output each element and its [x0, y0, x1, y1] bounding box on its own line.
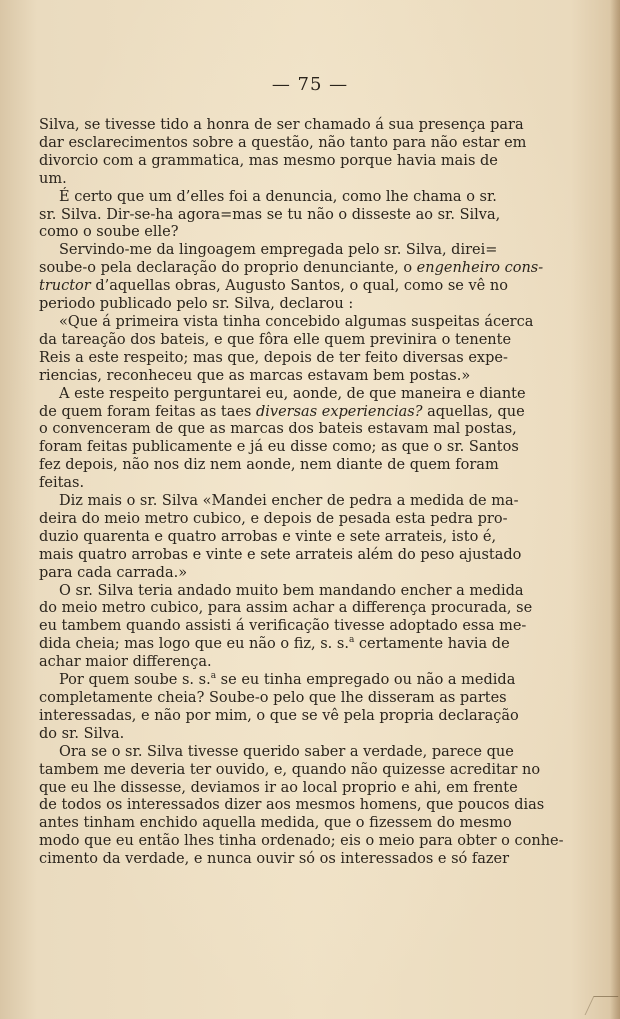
text-segment: d’aquellas obras, Augusto Santos, o qual, como se vê no	[90, 278, 508, 295]
text-line: periodo publicado pelo sr. Silva, declarou :	[39, 296, 354, 313]
text-line: Silva, se tivesse tido a honra de ser chamado á sua presença para	[39, 117, 524, 133]
text-line: É certo que um d’elles foi a denuncia, como lhe chama o sr.	[59, 188, 497, 205]
italic-text: engenheiro cons-	[416, 260, 544, 277]
text-line: O sr. Silva teria andado muito bem mandando encher a medida	[59, 582, 524, 599]
text-segment: certamente havia de	[354, 636, 510, 653]
text-line: A este respeito perguntarei eu, aonde, de que maneira e diante	[59, 385, 526, 402]
text-line: do sr. Silva.	[39, 725, 125, 742]
text-line: sr. Silva. Dir-se-ha agora=mas se tu não o disseste ao sr. Silva,	[39, 206, 501, 223]
text-line: Reis a este respeito; mas que, depois de ter feito diversas expe-	[39, 349, 508, 366]
text-line: riencias, reconheceu que as marcas estavam bem postas.»	[39, 367, 471, 384]
text-line: o convenceram de que as marcas dos bateis estavam mal postas,	[39, 421, 517, 438]
superscript: a	[210, 671, 217, 682]
text-line: cimento da verdade, e nunca ouvir só os interessados e só fazer	[39, 851, 510, 868]
text-segment: soube-o pela declaração do proprio denunciante, o	[39, 260, 417, 277]
text-line: Diz mais o sr. Silva «Mandei encher de pedra a medida de ma-	[59, 493, 519, 510]
text-line: mais quatro arrobas e vinte e sete arrateis além do peso ajustado	[39, 546, 522, 563]
text-segment: Por quem soube s. s.	[59, 672, 211, 689]
superscript: a	[348, 635, 355, 646]
text-line: antes tinham enchido aquella medida, que o fizessem do mesmo	[39, 815, 512, 832]
text-line: que eu lhe dissesse, deviamos ir ao local proprio e ahi, em frente	[39, 779, 518, 796]
text-line: achar maior differença.	[39, 654, 212, 671]
text-line: de todos os interessados dizer aos mesmos homens, que poucos dias	[39, 797, 545, 814]
text-line: tambem me deveria ter ouvido, e, quando não quizesse acreditar no	[39, 761, 541, 778]
italic-text: tructor	[39, 278, 91, 295]
text-line	[39, 671, 516, 690]
text-line: para cada carrada.»	[39, 564, 188, 581]
text-segment: aquellas, que	[422, 403, 525, 420]
text-line: completamente cheia? Soube-o pelo que lhe disseram as partes	[39, 690, 507, 706]
text-line	[39, 635, 510, 654]
page-number: — 75 —	[271, 74, 349, 95]
italic-text: diversas experiencias?	[255, 403, 423, 420]
text-line: deira do meio metro cubico, e depois de pesada esta pedra pro-	[39, 510, 508, 527]
text-line: interessadas, e não por mim, o que se vê pela propria declaração	[39, 707, 519, 724]
text-line	[39, 278, 508, 296]
text-line: Servindo-me da lingoagem empregada pelo sr. Silva, direi=	[59, 242, 498, 259]
text-line: dar esclarecimentos sobre a questão, não tanto para não estar em	[39, 134, 527, 151]
text-line	[39, 403, 525, 422]
text-line: feitas.	[39, 475, 85, 492]
text-line: um.	[39, 170, 67, 187]
body-text	[39, 117, 564, 869]
text-line: eu tambem quando assisti á verificação tivesse adoptado essa me-	[39, 618, 527, 635]
text-line: duzio quarenta e quatro arrobas e vinte e sete arrateis, isto é,	[39, 528, 497, 545]
text-segment: se eu tinha empregado ou não a medida	[216, 672, 516, 689]
text-segment: dida cheia; mas logo que eu não o fiz, s. s.	[39, 636, 349, 653]
text-line: divorcio com a grammatica, mas mesmo porque havia mais de	[39, 152, 498, 169]
text-segment: de quem foram feitas as taes	[39, 403, 256, 420]
text-line: «Que á primeira vista tinha concebido algumas suspeitas ácerca	[59, 313, 534, 330]
page-edge-shadow	[610, 0, 620, 1019]
text-line: do meio metro cubico, para assim achar a differença procurada, se	[39, 600, 533, 617]
text-line: fez depois, não nos diz nem aonde, nem diante de quem foram	[39, 457, 499, 474]
text-line: da tareação dos bateis, e que fôra elle quem previnira o tenente	[39, 331, 512, 348]
text-line: Ora se o sr. Silva tivesse querido saber a verdade, parece que	[59, 743, 514, 760]
text-line: como o soube elle?	[39, 224, 179, 241]
text-line	[39, 260, 544, 278]
text-line: foram feitas publicamente e já eu disse como; as que o sr. Santos	[39, 439, 519, 456]
text-line: modo que eu então lhes tinha ordenado; eis o meio para obter o conhe-	[39, 833, 564, 850]
